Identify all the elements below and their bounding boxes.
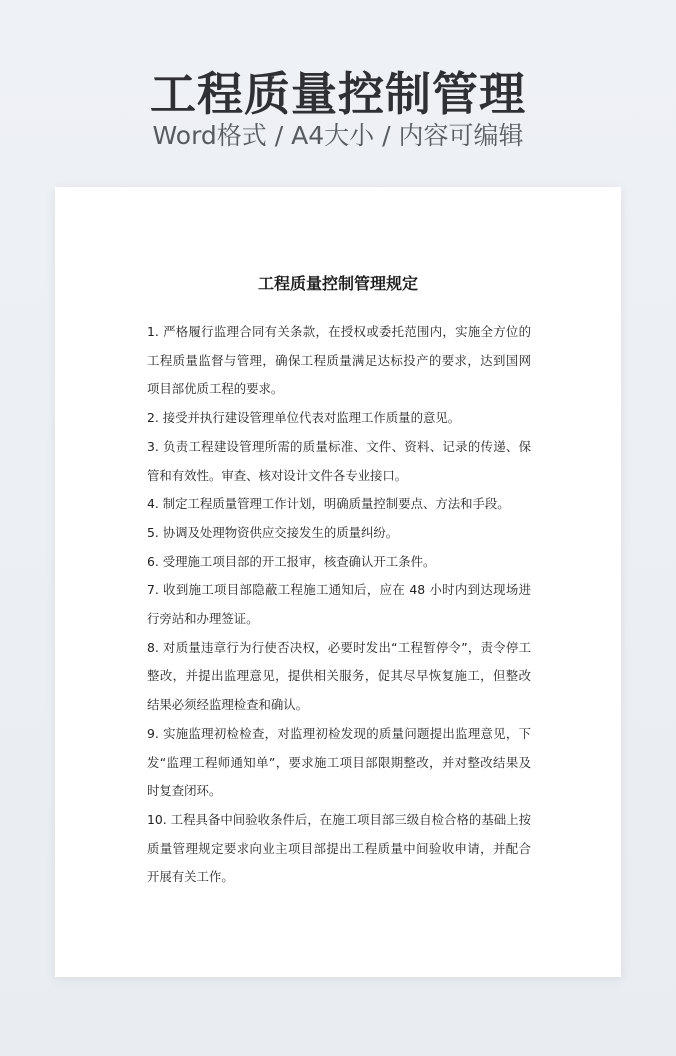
document-paragraph-1: 1. 严格履行监理合同有关条款，在授权或委托范围内，实施全方位的工程质量监督与管理，确保工程质量满足达标投产的要求，达到国网项目部优质工程的要求。 bbox=[147, 324, 531, 397]
document-paragraph-2: 2. 接受并执行建设管理单位代表对监理工作质量的意见。 bbox=[147, 410, 461, 426]
document-paragraph-9: 9. 实施监理初检检查，对监理初检发现的质量问题提出监理意见，下发“监理工程师通知单”，要求施工项目部限期整改，并对整改结果及时复查闭环。 bbox=[147, 725, 531, 799]
document-paragraph-10: 10. 工程具备中间验收条件后，在施工项目部三级自检合格的基础上按质量管理规定要求向业主项目部提出工程质量中间验收申请，并配合开展有关工作。 bbox=[147, 811, 531, 885]
document-page bbox=[55, 187, 621, 977]
document-paragraph-6: 6. 受理施工项目部的开工报审，核查确认开工条件。 bbox=[147, 553, 436, 569]
document-paragraph-4: 4. 制定工程质量管理工作计划，明确质量控制要点、方法和手段。 bbox=[147, 496, 510, 512]
document-title: 工程质量控制管理规定 bbox=[257, 274, 418, 293]
document-paragraph-7: 7. 收到施工项目部隐蔽工程施工通知后，应在 48 小时内到达现场进行旁站和办理签证。 bbox=[147, 582, 531, 627]
document-body bbox=[147, 318, 531, 892]
document-paragraph-8: 8. 对质量违章行为行使否决权，必要时发出“工程暂停令”，责令停工整改，并提出监理意见，提供相关服务，促其尽早恢复施工，但整改结果必须经监理检查和确认。 bbox=[147, 639, 531, 713]
page-title: 工程质量控制管理 bbox=[150, 67, 526, 121]
document-paragraph-5: 5. 协调及处理物资供应交接发生的质量纠纷。 bbox=[147, 524, 399, 540]
page-subtitle: Word格式 / A4大小 / 内容可编辑 bbox=[152, 121, 524, 150]
document-paragraph-3: 3. 负责工程建设管理所需的质量标准、文件、资料、记录的传递、保管和有效性。审查、核对设计文件各专业接口。 bbox=[147, 438, 531, 483]
